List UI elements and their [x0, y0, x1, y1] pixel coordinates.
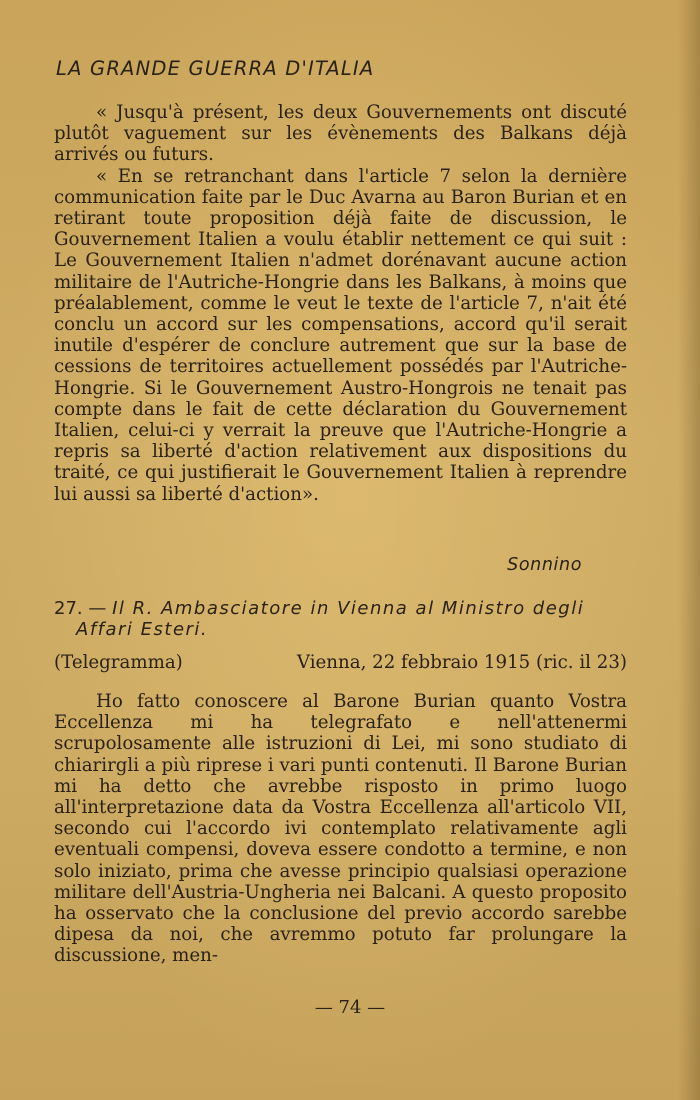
- document-type: (Telegramma): [54, 652, 183, 673]
- document-place-date: Vienna, 22 febbraio 1915 (ric. il 23): [296, 652, 627, 673]
- quote-paragraph-1: « Jusqu'à présent, les deux Gouvernements ont discuté plutôt vaguement sur les évènements des Balkans déjà arrivés ou futurs.: [54, 102, 627, 166]
- running-header: LA GRANDE GUERRA D'ITALIA: [56, 57, 375, 80]
- page-number: — 74 —: [314, 997, 386, 1018]
- quoted-text: [54, 102, 627, 505]
- document-number: 27. —: [54, 598, 107, 619]
- signature: Sonnino: [507, 555, 582, 575]
- document-title-line-1: Il R. Ambasciatore in Vienna al Ministro degli: [112, 598, 585, 619]
- document-metadata-row: [54, 652, 627, 673]
- document-heading: [54, 598, 627, 640]
- document-title-line-2: Affari Esteri.: [76, 619, 209, 640]
- document-body-paragraph: Ho fatto conoscere al Barone Burian quanto Vostra Eccellenza mi ha telegrafato e nell'attenermi scrupolosamente alle istruzioni di Lei, mi sono studiato di chiarirgli a più riprese i vari punti contenuti. Il Barone Burian mi ha detto che avrebbe risposto in primo luogo all'interpretazione data da Vostra Eccellenza all'articolo VII, secondo cui l'accordo ivi contemplato relativamente agli eventuali compensi, doveva essere condotto a termine, e non solo iniziato, prima che avesse principio qualsiasi operazione militare dell'Austria-Ungheria nei Balcani. A questo proposito ha osservato che la conclusione del previo accordo sarebbe dipesa da noi, che avremmo potuto far prolungare la discussione, men-: [54, 691, 627, 967]
- document-body: [54, 691, 627, 967]
- quote-paragraph-2: « En se retranchant dans l'article 7 selon la dernière communication faite par le Duc Avarna au Baron Burian et en retirant toute proposition déjà faite de discussion, le Gouvernement Italien a voulu établir nettement ce qui suit : Le Gouvernement Italien n'admet dorénavant aucune action militaire de l'Autriche-Hongrie dans les Balkans, à moins que préalablement, comme le veut le texte de l'article 7, n'ait été conclu un accord sur les compensations, accord qu'il serait inutile d'espérer de conclure autrement que sur la base de cessions de territoires actuellement possédés par l'Autriche-Hongrie. Si le Gouvernement Austro-Hongrois ne tenait pas compte dans le fait de cette déclaration du Gouvernement Italien, celui-ci y verrait la preuve que l'Autriche-Hongrie a repris sa liberté d'action relativement aux dispositions du traité, ce qui justifierait le Gouvernement Italien à reprendre lui aussi sa liberté d'action».: [54, 165, 627, 505]
